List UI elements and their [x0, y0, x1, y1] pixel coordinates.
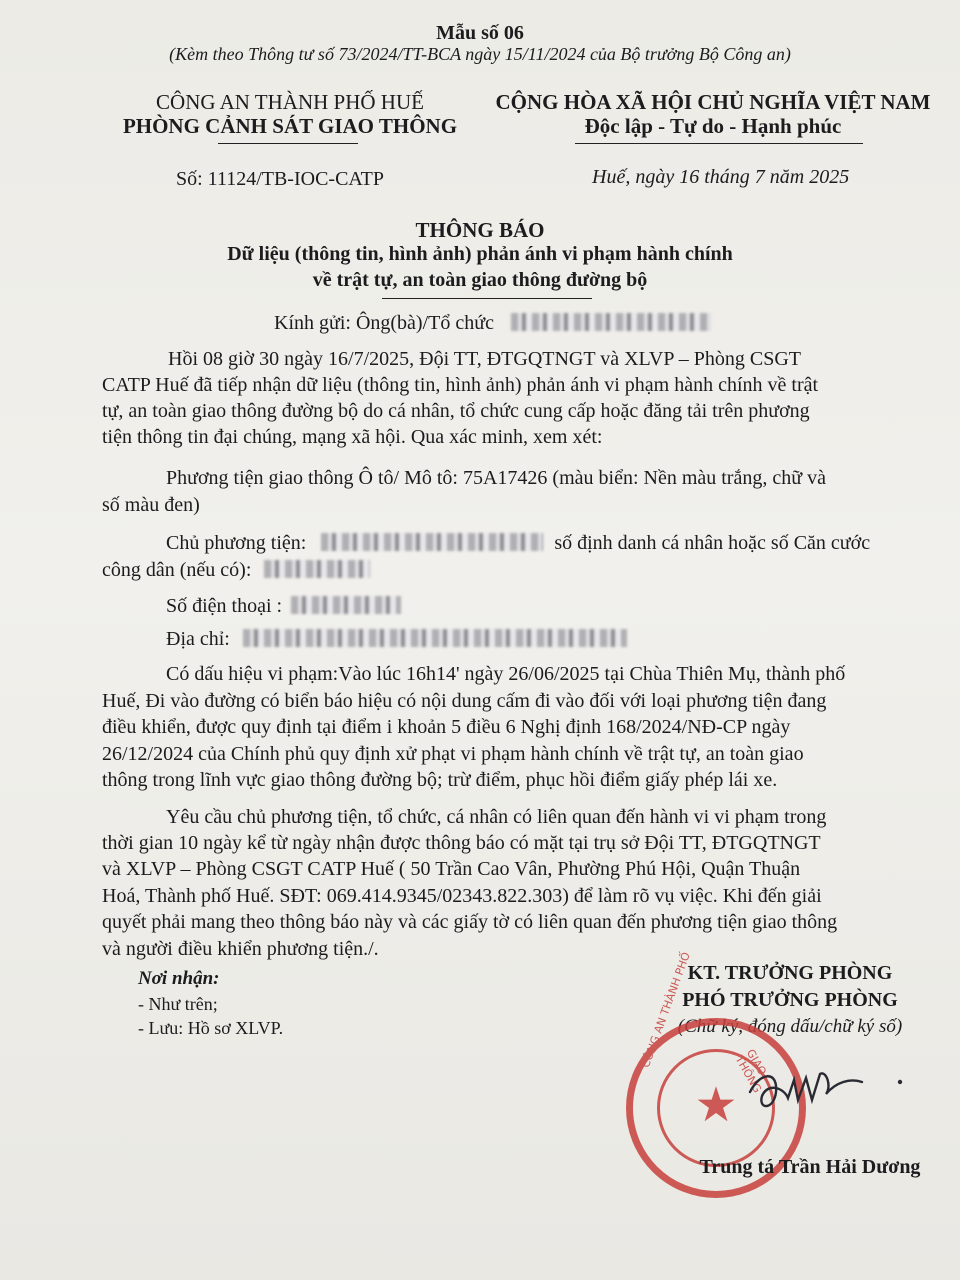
citizen-id-line: [102, 559, 370, 582]
motto-underline: [575, 143, 863, 144]
request-line-4: Hoá, Thành phố Huế. SĐT: 069.414.9345/02343.822.303) để làm rõ vụ việc. Khi đến giải: [102, 885, 822, 907]
signer-name: Trung tá Trần Hải Dương: [699, 1156, 921, 1178]
violation-line-3: điều khiển, được quy định tại điểm i khoản 5 điều 6 Nghị định 168/2024/NĐ-CP ngày: [102, 716, 791, 738]
signature-title-2: PHÓ TRƯỞNG PHÒNG: [682, 989, 898, 1011]
owner-line: [166, 532, 870, 555]
signature-title-1: KT. TRƯỞNG PHÒNG: [687, 962, 893, 984]
document-title: THÔNG BÁO: [415, 218, 545, 242]
redacted-recipient: [511, 313, 711, 331]
motto: Độc lập - Tự do - Hạnh phúc: [584, 114, 842, 138]
owner-id-text: số định danh cá nhân hoặc số Căn cước: [554, 532, 871, 554]
owner-label: Chủ phương tiện:: [166, 532, 307, 554]
paragraph-1-line-1: Hồi 08 giờ 30 ngày 16/7/2025, Đội TT, ĐTGQTNGT và XLVP – Phòng CSGT: [168, 348, 801, 370]
violation-line-5: thông trong lĩnh vực giao thông đường bộ; trừ điểm, phục hồi điểm giấy phép lái xe.: [102, 769, 778, 791]
seal-text-right: GIAO THÔNG: [732, 1047, 769, 1095]
salutation-label: Kính gửi: Ông(bà)/Tổ chức: [274, 312, 494, 334]
paragraph-1-line-3: tự, an toàn giao thông đường bộ do cá nhân, tổ chức cung cấp hoặc đăng tải trên phương: [102, 400, 810, 422]
redacted-address: [243, 629, 627, 647]
handwritten-signature: [740, 1052, 920, 1132]
violation-line-1: Có dấu hiệu vi phạm:Vào lúc 16h14' ngày 26/06/2025 tại Chùa Thiên Mụ, thành phố: [166, 663, 846, 685]
document-subtitle-1: Dữ liệu (thông tin, hình ảnh) phản ánh vi phạm hành chính: [227, 243, 733, 265]
recipient-item-1: - Như trên;: [138, 994, 218, 1014]
violation-line-4: 26/12/2024 của Chính phủ quy định xử phạt vi phạm hành chính về trật tự, an toàn giao: [102, 743, 804, 765]
phone-line: [166, 595, 401, 618]
request-line-6: và người điều khiển phương tiện./.: [102, 938, 379, 960]
request-line-2: thời gian 10 ngày kể từ ngày nhận được thông báo có mặt tại trụ sở Đội TT, ĐTGQTNGT: [102, 832, 821, 854]
redacted-citizen-id: [264, 560, 370, 578]
redacted-owner-name: [321, 533, 543, 551]
place-date: Huế, ngày 16 tháng 7 năm 2025: [592, 166, 850, 188]
agency-line1: CÔNG AN THÀNH PHỐ HUẾ: [156, 90, 424, 114]
title-underline: [382, 298, 592, 299]
salutation: [274, 312, 711, 335]
seal-text-left: CÔNG AN THÀNH PHỐ: [639, 950, 693, 1070]
paragraph-1-line-4: tiện thông tin đại chúng, mạng xã hội. Qua xác minh, xem xét:: [102, 426, 603, 448]
paragraph-1-line-2: CATP Huế đã tiếp nhận dữ liệu (thông tin, hình ảnh) phản ánh vi phạm hành chính về trật: [102, 374, 819, 396]
signature-note: (Chữ ký, đóng dấu/chữ ký số): [677, 1016, 903, 1037]
vehicle-line-2: số màu đen): [102, 494, 200, 516]
vehicle-line-1: Phương tiện giao thông Ô tô/ Mô tô: 75A17426 (màu biển: Nền màu trắng, chữ và: [166, 467, 826, 489]
redacted-phone: [291, 596, 401, 614]
document-number: Số: 11124/TB-IOC-CATP: [176, 168, 384, 190]
agency-line2: PHÒNG CẢNH SÁT GIAO THÔNG: [122, 114, 458, 138]
violation-line-2: Huế, Đi vào đường có biển báo hiệu có nội dung cấm đi vào đối với loại phương tiện đang: [102, 690, 827, 712]
document-subtitle-2: về trật tự, an toàn giao thông đường bộ: [312, 269, 648, 291]
form-reference: (Kèm theo Thông tư số 73/2024/TT-BCA ngày 15/11/2024 của Bộ trưởng Bộ Công an): [169, 44, 791, 64]
agency-underline: [218, 143, 358, 144]
request-line-1: Yêu cầu chủ phương tiện, tổ chức, cá nhân có liên quan đến hành vi vi phạm trong: [166, 806, 827, 828]
nation-title: CỘNG HÒA XÃ HỘI CHỦ NGHĨA VIỆT NAM: [495, 90, 931, 114]
seal-star-icon: ★: [694, 1079, 738, 1132]
form-number: Mẫu số 06: [436, 22, 524, 44]
recipient-item-2: - Lưu: Hồ sơ XLVP.: [138, 1018, 284, 1038]
address-label: Địa chỉ:: [166, 628, 230, 650]
request-line-3: và XLVP – Phòng CSGT CATP Huế ( 50 Trần Cao Vân, Phường Phú Hội, Quận Thuận: [102, 858, 801, 880]
phone-label: Số điện thoại :: [166, 595, 283, 617]
recipients-label: Nơi nhận:: [138, 968, 220, 989]
request-line-5: quyết phải mang theo thông báo này và các giấy tờ có liên quan đến phương tiện giao thông: [102, 911, 838, 933]
address-line: [166, 628, 627, 651]
citizen-id-label: công dân (nếu có):: [102, 559, 252, 581]
